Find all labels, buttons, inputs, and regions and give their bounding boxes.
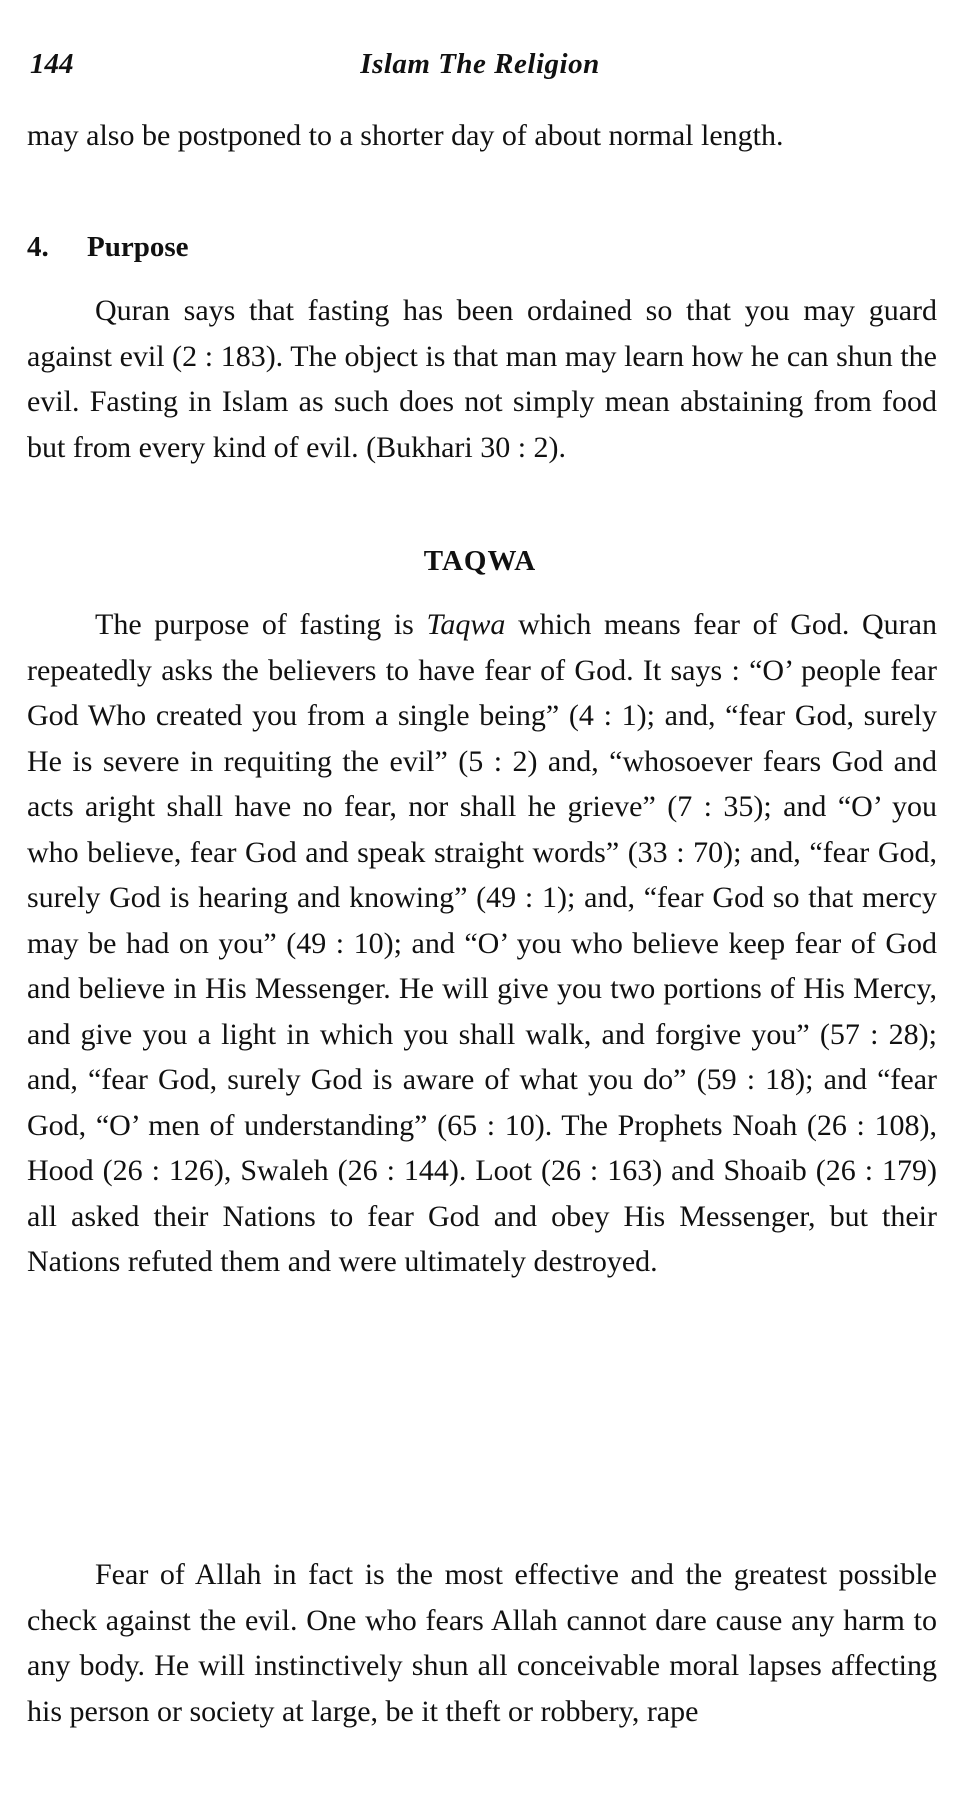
book-title: Islam The Religion [360,48,600,80]
page-number: 144 [30,48,74,80]
section-number: 4. [27,231,49,263]
continuation-paragraph: may also be postponed to a shorter day of about normal length. [27,119,784,152]
taqwa-paragraph [27,602,937,1285]
taqwa-term: Taqwa [426,608,506,641]
section-heading-purpose [27,231,189,264]
section-title: Purpose [87,231,189,263]
fear-of-allah-paragraph: Fear of Allah in fact is the most effective and the greatest possible check against the evil. One who fears Allah cannot dare cause any harm to any body. He will instinctively shun all conceivable moral lapses affecting his person or society at large, be it theft or robbery, rape [27,1558,937,1728]
running-header [30,48,930,88]
taqwa-body-text: which means fear of God. Quran repeatedly asks the believers to have fear of God. It says : “O’ people fear God Who created you from a single being” (4 : 1); and, “fear God, surely He is severe in requiting the evil” (5 : 2) and, “whosoever fears God and acts aright shall have no fear, nor shall he grieve” (7 : 35); and “O’ you who believe, fear God and speak straight words” (33 : 70); and, “fear God, surely God is hearing and knowing” (49 : 1); and, “fear God so that mercy may be had on you” (49 : 10); and “O’ you who believe keep fear of God and believe in His Messenger. He will give you two portions of His Mercy, and give you a light in which you shall walk, and forgive you” (57 : 28); and, “fear God, surely God is aware of what you do” (59 : 18); and “fear God, “O’ men of understanding” (65 : 10). The Prophets Noah (26 : 108), Hood (26 : 126), Swaleh (26 : 144). Loot (26 : 163) and Shoaib (26 : 179) all asked their Nations to fear God and obey His Messenger, but their Nations refuted them and were ultimately destroyed. [27,608,937,1278]
purpose-paragraph: Quran says that fasting has been ordained so that you may guard against evil (2 : 183). The object is that man may learn how he can shun the evil. Fasting in Islam as such does not simply mean abstaining from food but from every kind of evil. (Bukhari 30 : 2). [27,294,937,464]
taqwa-intro-text: The purpose of fasting is [95,608,427,641]
section-heading-taqwa: TAQWA [423,545,537,577]
